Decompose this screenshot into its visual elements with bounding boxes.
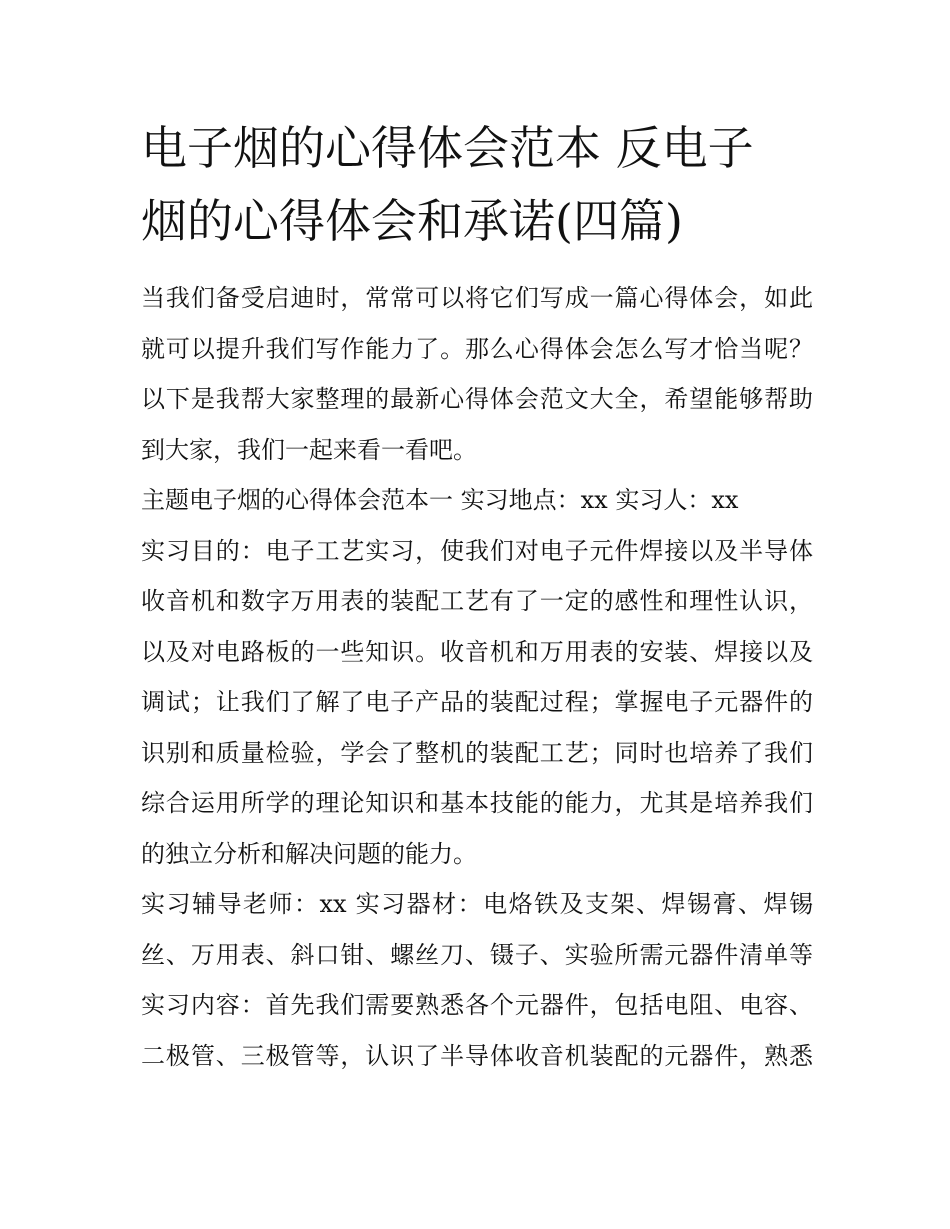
body-line: 主题电子烟的心得体会范本一 实习地点：xx 实习人：xx [141,486,739,514]
body-line: 识别和质量检验，学会了整机的装配工艺；同时也培养了我们 [141,738,813,767]
title-line: 烟的心得体会和承诺(四篇) [141,194,683,248]
body-line: 实习目的：电子工艺实习，使我们对电子元件焊接以及半导体 [141,536,813,565]
body-line: 实习辅导老师：xx 实习器材：电烙铁及支架、焊锡膏、焊锡 [141,890,813,918]
body-line: 综合运用所学的理论知识和基本技能的能力，尤其是培养我们 [141,789,813,817]
title-line: 电子烟的心得体会范本 反电子 [141,121,754,175]
body-line: 丝、万用表、斜口钳、螺丝刀、镊子、实验所需元器件清单等 [141,940,813,969]
body-line: 就可以提升我们写作能力了。那么心得体会怎么写才恰当呢？ [141,334,813,363]
body-line: 以及对电路板的一些知识。收音机和万用表的安装、焊接以及 [141,637,813,666]
document-content [141,112,813,1081]
document-body [141,273,813,1081]
body-line: 当我们备受启迪时，常常可以将它们写成一篇心得体会，如此 [141,284,813,312]
body-line: 实习内容：首先我们需要熟悉各个元器件，包括电阻、电容、 [141,991,813,1019]
body-line: 到大家，我们一起来看一看吧。 [141,435,477,464]
document-title [141,112,813,258]
body-line: 收音机和数字万用表的装配工艺有了一定的感性和理性认识， [141,587,813,615]
body-line: 的独立分析和解决问题的能力。 [141,839,477,868]
body-line: 二极管、三极管等，认识了半导体收音机装配的元器件，熟悉 [141,1041,813,1070]
body-line: 调试；让我们了解了电子产品的装配过程；掌握电子元器件的 [141,688,813,716]
body-line: 以下是我帮大家整理的最新心得体会范文大全，希望能够帮助 [141,385,813,413]
